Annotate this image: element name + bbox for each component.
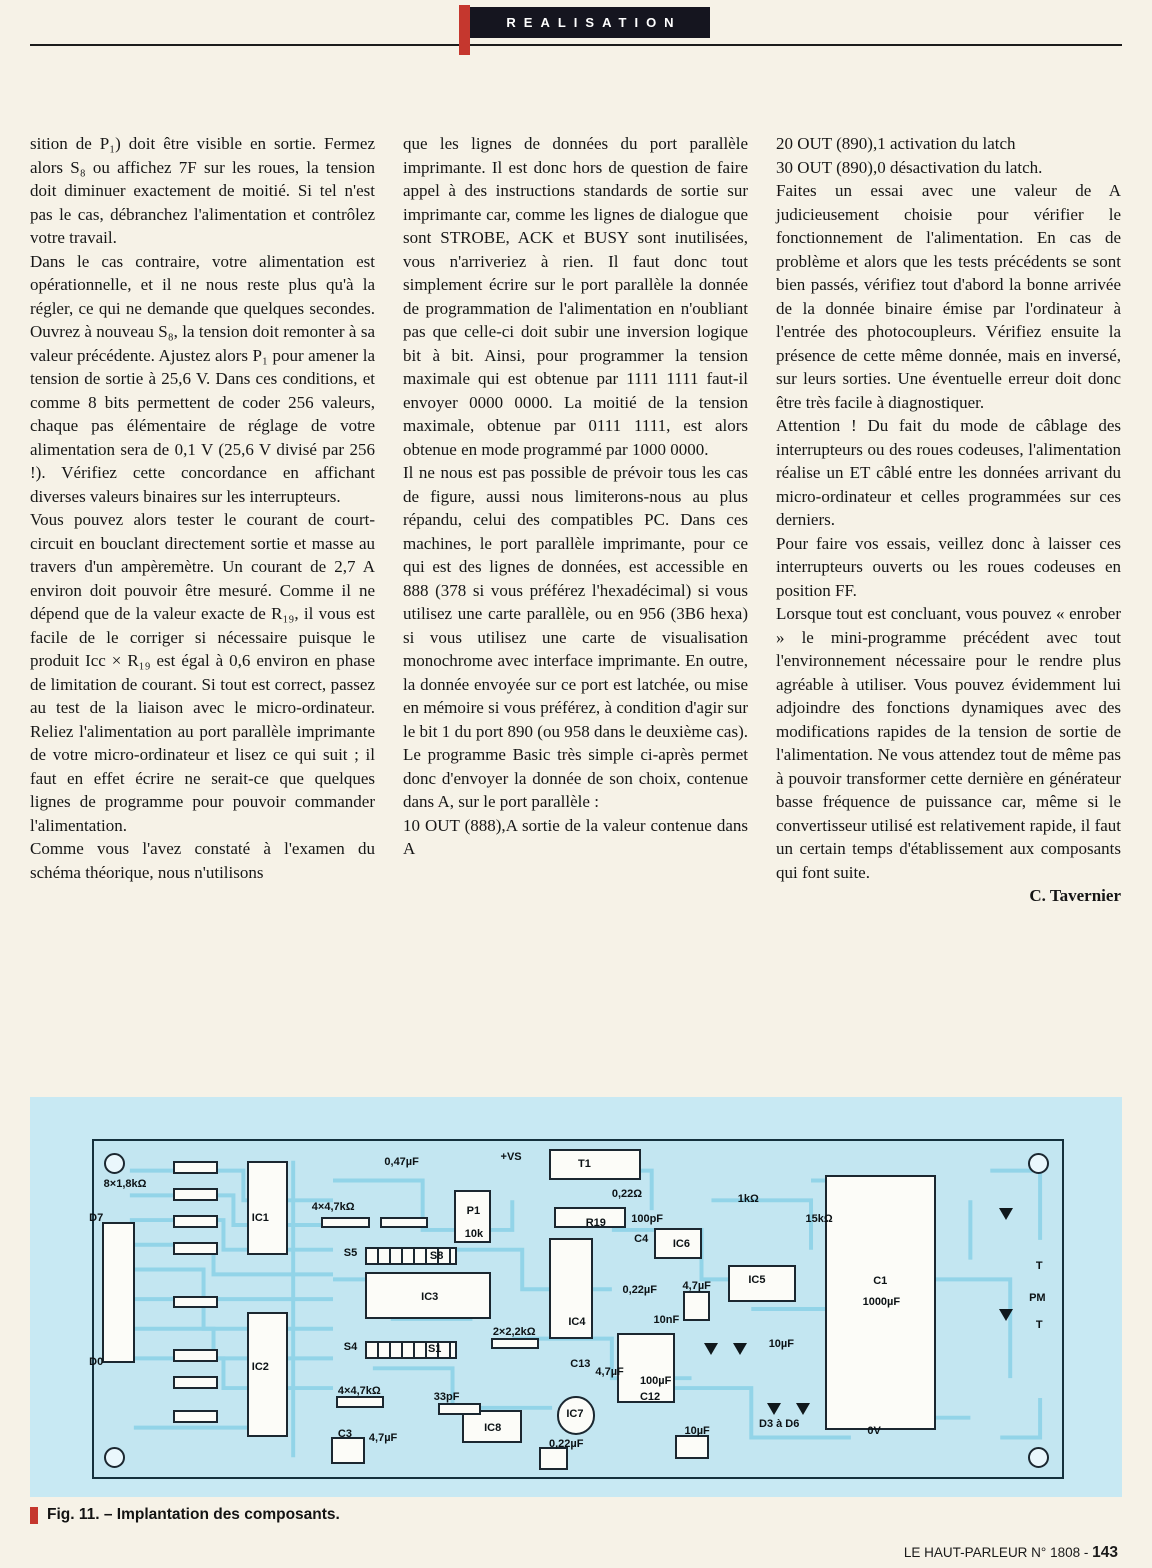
figure-caption-text: Fig. 11. – Implantation des composants. bbox=[47, 1506, 340, 1523]
pcb-component-pad bbox=[104, 1153, 125, 1174]
pcb-label: IC3 bbox=[421, 1290, 439, 1303]
paragraph: Faites un essai avec une valeur de A judicieusement choisie pour vérifier le fonctionnement de l'alimentation. En cas de problème et alors que les tests précédents se sont bien passés, vérifiez tout d'abord la bonne arrivée de la donnée binaire émise par l'ordinateur à l'entrée des photocoupleurs. Vérifiez ensuite la présence de cette même donnée, mais en inversé, sur leurs sorties. Une éventuelle erreur doit donc être très facile à diagnostiquer. bbox=[776, 181, 1121, 412]
pcb-component-pad bbox=[104, 1447, 125, 1468]
pcb-label: 4,7µF bbox=[595, 1366, 624, 1379]
pcb-component-res bbox=[173, 1410, 218, 1423]
pcb-component-res bbox=[173, 1242, 218, 1255]
page-footer bbox=[904, 1544, 1118, 1562]
paragraph: Lorsque tout est concluant, vous pouvez « enrober » le mini-programme précédent avec tout l'environnement nécessaire pour le rendre plus agréable à utiliser. Vous pouvez évidemment lui adjoindre des fonctions dynamiques avec des modifications rapides de la tension de sortie de l'alimentation. Ne vous attendez tout de même pas à pouvoir transformer cette dernière en générateur basse fréquence de puissance car, même si le convertisseur utilisé est relativement rapide, il faut un certain temps d'établissement aux composants qui font suite. bbox=[776, 604, 1121, 882]
pcb-label: 1000µF bbox=[862, 1295, 901, 1308]
pcb-component-res bbox=[380, 1217, 428, 1229]
pcb-label: C4 bbox=[634, 1233, 649, 1246]
paragraph: Comme vous l'avez constaté à l'examen du schéma théorique, nous n'utilisons bbox=[30, 839, 375, 882]
basic-code-line: 30 OUT (890),0 désactivation du latch. bbox=[776, 157, 1043, 177]
pcb-component-ic bbox=[247, 1312, 288, 1436]
footer-page-number: 143 bbox=[1092, 1544, 1118, 1561]
pcb-label: S1 bbox=[427, 1342, 442, 1355]
pcb-component-box bbox=[102, 1222, 135, 1363]
pcb-label: C12 bbox=[639, 1391, 661, 1404]
figure-pcb-layout bbox=[30, 1097, 1122, 1497]
pcb-component-diode bbox=[733, 1343, 747, 1355]
pcb-label: 10µF bbox=[768, 1337, 794, 1350]
pcb-component-box bbox=[331, 1437, 365, 1464]
article-body bbox=[30, 132, 1122, 908]
pcb-label: 100pF bbox=[631, 1213, 664, 1226]
pcb-label: D3 à D6 bbox=[759, 1418, 800, 1431]
pcb-label: S4 bbox=[343, 1340, 358, 1353]
pcb-label: IC8 bbox=[484, 1421, 502, 1434]
pcb-label: PM bbox=[1029, 1292, 1046, 1305]
paragraph: que les lignes de données du port parallèle imprimante. Il est donc hors de question de faire appel à des instructions standards de sortie sur imprimante car, comme les lignes de dialogue que sont STROBE, ACK et BUSY sont inutilisées, vous n'arriveriez à rien. Il faut donc tout simplement écrire sur le port parallèle la donnée de programmation de l'alimentation en n'oubliant pas que celle-ci doit subir une inversion logique bit à bit. Ainsi, pour programmer la tension maximale qui est obtenue par 1111 1111 faut-il envoyer 0000 0000. La moitié de la tension maximale, obtenue par 0111 1111, est alors obtenue en mode programmé par 1000 0000. bbox=[403, 134, 748, 459]
pcb-component-res bbox=[173, 1215, 218, 1228]
pcb-label: 33pF bbox=[433, 1391, 460, 1404]
pcb-label: 2×2,2kΩ bbox=[492, 1325, 536, 1338]
pcb-board bbox=[89, 1139, 1064, 1479]
pcb-component-switch bbox=[365, 1341, 457, 1359]
figure-caption bbox=[30, 1506, 340, 1524]
pcb-label: S8 bbox=[429, 1250, 444, 1263]
pcb-component-res bbox=[438, 1403, 482, 1415]
caption-red-square-icon bbox=[30, 1507, 38, 1524]
pcb-label: R19 bbox=[585, 1216, 606, 1229]
pcb-component-diode bbox=[796, 1403, 810, 1415]
pcb-component-res bbox=[491, 1338, 539, 1350]
pcb-component-diode bbox=[999, 1208, 1013, 1220]
paragraph: Attention ! Du fait du mode de câblage des interrupteurs ou des roues codeuses, l'alimentation réalise un ET câblé entre les données arrivant du micro-ordinateur et celles programmées sur ces derniers. bbox=[776, 416, 1121, 529]
header-rule bbox=[30, 44, 1122, 46]
section-banner bbox=[470, 7, 710, 38]
pcb-label: 10µF bbox=[684, 1424, 710, 1437]
pcb-label: 1kΩ bbox=[737, 1193, 759, 1206]
pcb-label: T bbox=[1035, 1260, 1043, 1273]
pcb-label: 0,47µF bbox=[384, 1156, 419, 1169]
pcb-component-res bbox=[173, 1188, 218, 1201]
pcb-label: IC7 bbox=[566, 1408, 584, 1421]
pcb-label: 4×4,7kΩ bbox=[311, 1201, 355, 1214]
basic-code-line: 20 OUT (890),1 activation du latch bbox=[776, 134, 1016, 153]
pcb-component-box bbox=[549, 1149, 641, 1179]
paragraph: Dans le cas contraire, votre alimentation est opérationnelle, et il ne nous reste plus qu'à la régler, ce qui ne demande que quelques secondes. Ouvrez à nouveau S₈, la tension doit remonter à sa valeur précédente. Ajustez alors P₁ pour amener la tension de sortie à 25,6 V. Dans ces conditions, et comme 8 bits permettent de coder 256 valeurs, chaque pas élémentaire de réglage de votre alimentation sera de 0,1 V (25,6 V divisé par 256 !). Vérifiez cette concordance en affichant diverses valeurs binaires sur les interrupteurs. bbox=[30, 251, 375, 506]
pcb-label: 4,7µF bbox=[368, 1431, 398, 1444]
pcb-component-res bbox=[173, 1161, 218, 1174]
pcb-label: 100µF bbox=[639, 1374, 672, 1387]
article-column-2 bbox=[403, 132, 748, 908]
pcb-label: IC2 bbox=[251, 1361, 269, 1374]
pcb-component-box bbox=[683, 1291, 710, 1321]
pcb-label: 10nF bbox=[653, 1314, 680, 1327]
pcb-component-diode bbox=[999, 1309, 1013, 1321]
pcb-label: D7 bbox=[89, 1211, 104, 1224]
pcb-label: 4,7µF bbox=[682, 1280, 711, 1293]
paragraph: Il ne nous est pas possible de prévoir tous les cas de figure, aussi nous limiterons-nous au plus répandu, celui des compatibles PC. Dans ces machines, le port parallèle imprimante, pour ce qui est des lignes de données, est accessible en 888 (378 si vous préférez l'hexadécimal) si vous utilisez une carte parallèle, ou en 956 (3B6 hexa) si vous utilisez une carte de visualisation monochrome avec interface imprimante. En outre, la donnée envoyée sur ce port est latchée, ou mise en mémoire si vous préférez, à condition d'agir sur le bit 1 du port 890 (ou 958 dans le deuxième cas). Le programme Basic très simple ci-après permet donc d'envoyer la donnée de son choix, contenue dans A, sur le port parallèle : bbox=[403, 463, 748, 811]
pcb-label: C1 bbox=[873, 1275, 888, 1288]
pcb-component-diode bbox=[767, 1403, 781, 1415]
paragraph: Vous pouvez alors tester le courant de court-circuit en bouclant directement sortie et masse au travers d'un ampèremètre. Un courant de 2,7 A environ doit pouvoir être mesuré. Comme il ne dépend que de la valeur exacte de R₁₉, il vous est facile de le corriger si nécessaire puisque le produit Icc × R₁₉ est égal à 0,6 environ en phase de limitation de courant. Si tout est correct, passez au test de la liaison avec le micro-ordinateur. Reliez l'alimentation au port parallèle imprimante de votre micro-ordinateur et lisez ce qui suit ; il faut en effet écrire ne serait-ce que quelques lignes de programme pour pouvoir commander l'alimentation. bbox=[30, 510, 375, 835]
basic-code-line: 10 OUT (888),A sortie de la valeur contenue dans A bbox=[403, 815, 748, 858]
pcb-label: T1 bbox=[578, 1157, 591, 1170]
pcb-label: P1 bbox=[466, 1204, 481, 1217]
pcb-label: 0,22µF bbox=[548, 1438, 584, 1451]
pcb-component-res bbox=[173, 1376, 218, 1389]
paragraph: Pour faire vos essais, veillez donc à laisser ces interrupteurs ouverts ou les roues codeuses en position FF. bbox=[776, 533, 1121, 600]
pcb-component-res bbox=[173, 1349, 218, 1362]
pcb-component-box bbox=[675, 1435, 709, 1459]
pcb-component-res bbox=[336, 1396, 384, 1408]
pcb-label: C3 bbox=[337, 1428, 352, 1441]
author-signature: C. Tavernier bbox=[1029, 886, 1121, 905]
section-title: REALISATION bbox=[506, 15, 682, 30]
paragraph: sition de P₁) doit être visible en sortie. Fermez alors S₈ ou affichez 7F sur les roues, la tension doit diminuer exactement de moitié. Si tel n'est pas le cas, débranchez l'alimentation et contrôlez votre travail. bbox=[30, 134, 375, 247]
pcb-label: +VS bbox=[500, 1151, 522, 1164]
article-column-1 bbox=[30, 132, 375, 908]
pcb-label: 10k bbox=[464, 1228, 484, 1241]
pcb-label: C13 bbox=[570, 1357, 591, 1370]
pcb-label: S5 bbox=[343, 1246, 358, 1259]
header-red-accent bbox=[459, 5, 470, 55]
pcb-label: IC4 bbox=[568, 1315, 586, 1328]
pcb-label: 0,22µF bbox=[622, 1283, 657, 1296]
pcb-component-res bbox=[173, 1296, 218, 1309]
pcb-label: IC6 bbox=[672, 1238, 690, 1251]
footer-magazine: LE HAUT-PARLEUR N° 1808 - bbox=[903, 1545, 1093, 1560]
pcb-label: 0V bbox=[867, 1424, 881, 1437]
pcb-label: T bbox=[1035, 1319, 1043, 1332]
pcb-label: 0,22Ω bbox=[611, 1188, 643, 1201]
pcb-component-res bbox=[321, 1217, 369, 1229]
pcb-label: D0 bbox=[89, 1356, 104, 1369]
article-column-3 bbox=[776, 132, 1121, 908]
pcb-label: 8×1,8kΩ bbox=[103, 1177, 147, 1190]
pcb-component-ic bbox=[247, 1161, 288, 1255]
pcb-component-diode bbox=[704, 1343, 718, 1355]
page-header bbox=[0, 0, 1152, 72]
pcb-label: IC5 bbox=[748, 1273, 766, 1286]
pcb-label: 4×4,7kΩ bbox=[337, 1384, 381, 1397]
pcb-label: IC1 bbox=[251, 1211, 269, 1224]
pcb-label: 15kΩ bbox=[805, 1213, 833, 1226]
